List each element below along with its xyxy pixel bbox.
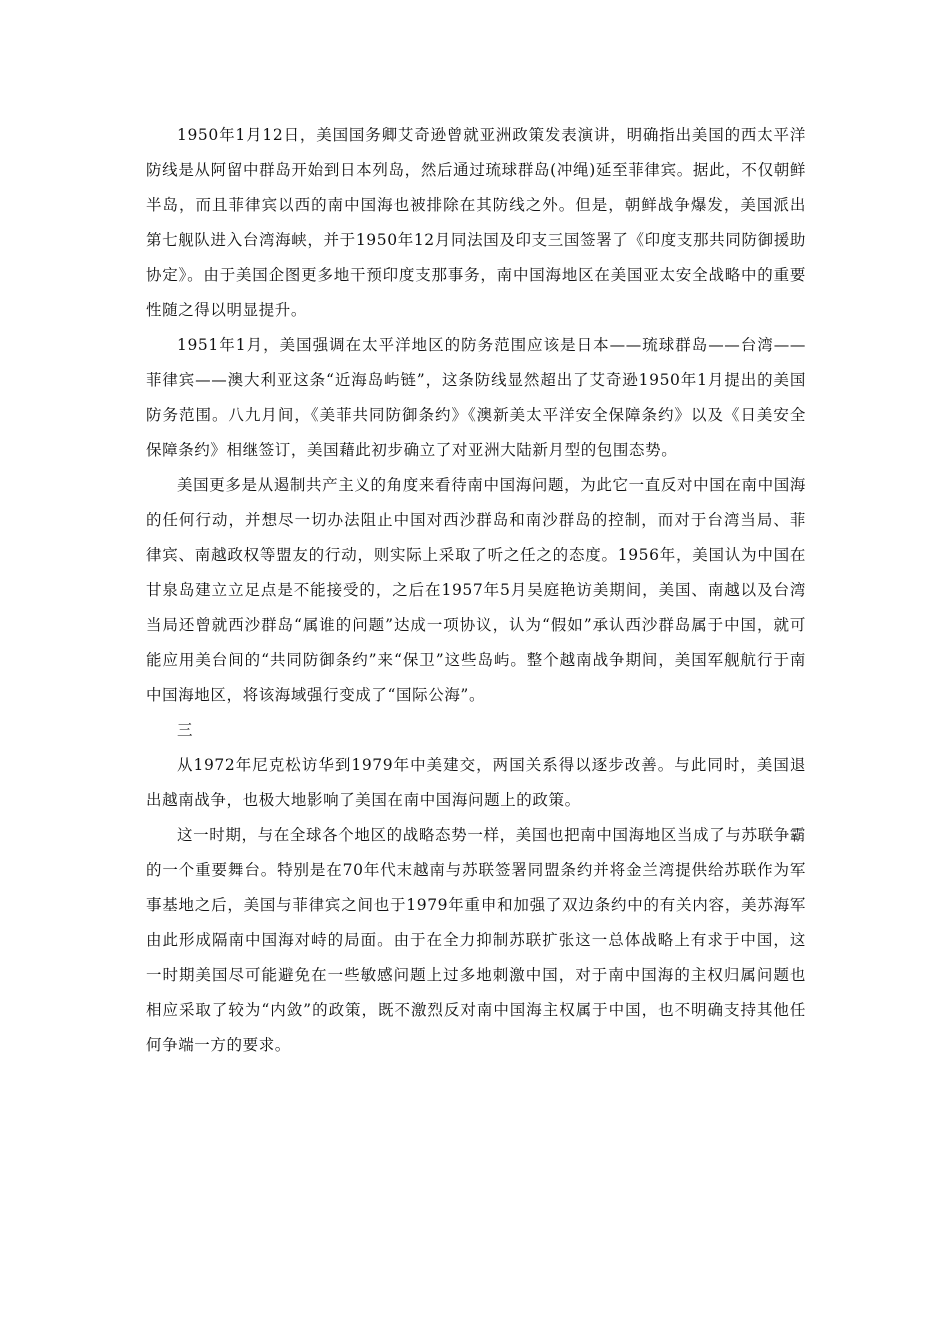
paragraph-acheson-1950: 1950年1月12日，美国国务卿艾奇逊曾就亚洲政策发表演讲，明确指出美国的西太平洋防线是从阿留中群岛开始到日本列岛，然后通过琉球群岛(冲绳)延至菲律宾。据此，不仅朝鲜半岛，而且菲律宾以西的南中国海也被排除在其防线之外。但是，朝鲜战争爆发，美国派出第七舰队进入台湾海峡，并于1950年12月同法国及印支三国签署了《印度支那共同防御援助协定》。由于美国企图更多地干预印度支那事务，南中国海地区在美国亚太安全战略中的重要性随之得以明显提升。: [146, 126, 806, 319]
paragraph-soviet-rivalry: 这一时期，与在全球各个地区的战略态势一样，美国也把南中国海地区当成了与苏联争霸的一个重要舞台。特别是在70年代末越南与苏联签署同盟条约并将金兰湾提供给苏联作为军事基地之后，美国与菲律宾之间也于1979年重申和加强了双边条约中的有关内容，美苏海军由此形成隔南中国海对峙的局面。由于在全力抑制苏联扩张这一总体战略上有求于中国，这一时期美国尽可能避免在一些敏感问题上过多地刺激中国，对于南中国海的主权归属问题也相应采取了较为“内敛”的政策，既不激烈反对南中国海主权属于中国，也不明确支持其他任何争端一方的要求。: [146, 826, 806, 1054]
section-heading: 三: [177, 721, 194, 739]
paragraph-island-chain-1951: 1951年1月，美国强调在太平洋地区的防务范围应该是日本——琉球群岛——台湾——菲律宾——澳大利亚这条“近海岛屿链”，这条防线显然超出了艾奇逊1950年1月提出的美国防务范围。八九月间，《美菲共同防御条约》《澳新美太平洋安全保障条约》以及《日美安全保障条约》相继签订，美国藉此初步确立了对亚洲大陆新月型的包围态势。: [146, 336, 806, 459]
paragraph-nixon-visit: 从1972年尼克松访华到1979年中美建交，两国关系得以逐步改善。与此同时，美国退出越南战争，也极大地影响了美国在南中国海问题上的政策。: [146, 756, 806, 809]
document-body: [146, 118, 806, 1063]
paragraph-containment: 美国更多是从遏制共产主义的角度来看待南中国海问题，为此它一直反对中国在南中国海的任何行动，并想尽一切办法阻止中国对西沙群岛和南沙群岛的控制，而对于台湾当局、菲律宾、南越政权等盟友的行动，则实际上采取了听之任之的态度。1956年，美国认为中国在甘泉岛建立立足点是不能接受的，之后在1957年5月吴庭艳访美期间，美国、南越以及台湾当局还曾就西沙群岛“属谁的问题”达成一项协议，认为“假如”承认西沙群岛属于中国，就可能应用美台间的“共同防御条约”来“保卫”这些岛屿。整个越南战争期间，美国军舰航行于南中国海地区，将该海域强行变成了“国际公海”。: [146, 476, 806, 704]
